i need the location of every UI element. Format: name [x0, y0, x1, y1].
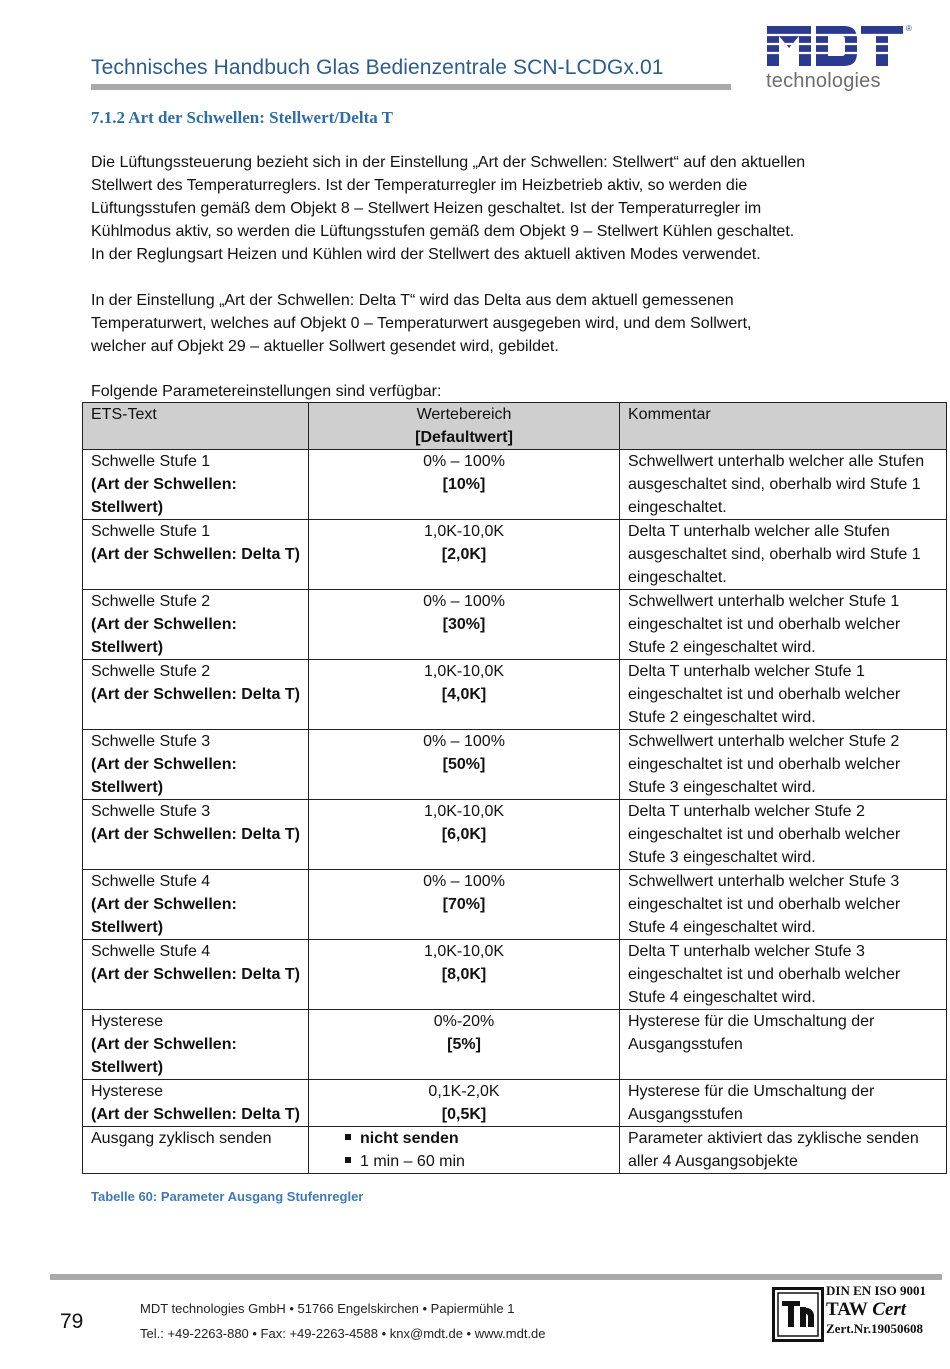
paragraph-line: In der Einstellung „Art der Schwellen: Delta T“ wird das Delta aus dem aktuell gemessenen: [91, 292, 734, 309]
cell-value-range: [309, 660, 620, 730]
table-caption: Tabelle 60: Parameter Ausgang Stufenregler: [91, 1189, 364, 1204]
cell-ets-text: Ausgang zyklisch senden: [83, 1127, 309, 1174]
header-range-label: Wertebereich: [416, 406, 512, 423]
default-value: [5%]: [447, 1036, 481, 1053]
paragraph-line: Die Lüftungssteuerung bezieht sich in der Einstellung „Art der Schwellen: Stellwert“ auf den aktuellen: [91, 154, 806, 171]
cell-value-range: [309, 450, 620, 520]
cell-comment: Parameter aktiviert das zyklische senden aller 4 Ausgangsobjekte: [620, 1127, 947, 1174]
parameter-name: Schwelle Stufe 3: [91, 733, 211, 750]
value-range: 1,0K-10,0K: [423, 663, 505, 680]
header-default-label: [Defaultwert]: [415, 429, 513, 446]
certification-block: [826, 1284, 946, 1335]
paragraph-line: Temperaturwert, welches auf Objekt 0 – Temperaturwert ausgegeben wird, und dem Sollwert,: [91, 315, 752, 332]
parameter-mode: (Art der Schwellen: Delta T): [91, 1106, 300, 1123]
cell-ets-text: [83, 1010, 309, 1080]
parameter-mode: (Art der Schwellen: Delta T): [91, 686, 300, 703]
cell-value-range: [309, 1127, 620, 1174]
cell-comment: Schwellwert unterhalb welcher Stufe 3 eingeschaltet ist und oberhalb welcher Stufe 4 eingeschaltet wird.: [620, 870, 947, 940]
table-row: [83, 940, 947, 1010]
page-number: 79: [60, 1310, 84, 1333]
cell-value-range: [309, 590, 620, 660]
footer-company-address: MDT technologies GmbH • 51766 Engelskirchen • Papiermühle 1: [140, 1301, 515, 1316]
table-row: [83, 800, 947, 870]
parameter-name: Hysterese: [91, 1083, 164, 1100]
paragraph-delta-t: [91, 289, 891, 358]
taw-cert-logo-icon: [772, 1287, 824, 1342]
cell-ets-text: [83, 940, 309, 1010]
cell-value-range: [309, 800, 620, 870]
default-value: [10%]: [442, 476, 486, 493]
cell-value-range: [309, 870, 620, 940]
parameter-name: Schwelle Stufe 1: [91, 453, 211, 470]
default-value: [50%]: [442, 756, 486, 773]
cell-comment: Delta T unterhalb welcher Stufe 2 eingeschaltet ist und oberhalb welcher Stufe 3 eingeschaltet wird.: [620, 800, 947, 870]
value-range: 1,0K-10,0K: [423, 523, 505, 540]
cell-ets-text: [83, 800, 309, 870]
table-header-row: [83, 403, 947, 450]
parameter-mode: (Art der Schwellen: Stellwert): [91, 896, 237, 936]
parameter-name: Schwelle Stufe 3: [91, 803, 211, 820]
cell-ets-text: [83, 1080, 309, 1127]
table-row: [83, 520, 947, 590]
value-range: 0%-20%: [433, 1013, 495, 1030]
cert-taw: [826, 1300, 946, 1319]
cell-value-range: [309, 940, 620, 1010]
option-list: [317, 1127, 611, 1173]
option-default: [345, 1127, 611, 1150]
cell-ets-text: [83, 870, 309, 940]
cell-value-range: [309, 520, 620, 590]
value-range: 1,0K-10,0K: [423, 803, 505, 820]
section-heading: 7.1.2 Art der Schwellen: Stellwert/Delta T: [91, 108, 394, 127]
parameter-name: Schwelle Stufe 4: [91, 873, 211, 890]
parameter-mode: (Art der Schwellen: Delta T): [91, 826, 300, 843]
parameter-mode: (Art der Schwellen: Stellwert): [91, 756, 237, 796]
table-row: [83, 660, 947, 730]
header-divider: [91, 84, 731, 90]
cert-cert-label: Cert: [872, 1299, 907, 1320]
cell-comment: Delta T unterhalb welcher alle Stufen ausgeschaltet sind, oberhalb wird Stufe 1 eingeschaltet.: [620, 520, 947, 590]
header-ets-text: ETS-Text: [83, 403, 309, 450]
cell-ets-text: [83, 730, 309, 800]
option-label: 1 min – 60 min: [360, 1153, 465, 1170]
value-range: 0% – 100%: [423, 593, 505, 610]
cell-comment: Delta T unterhalb welcher Stufe 3 eingeschaltet ist und oberhalb welcher Stufe 4 eingeschaltet wird.: [620, 940, 947, 1010]
cell-ets-text: [83, 660, 309, 730]
parameter-name: Schwelle Stufe 4: [91, 943, 211, 960]
cell-comment: Schwellwert unterhalb welcher alle Stufen ausgeschaltet sind, oberhalb wird Stufe 1 eingeschaltet.: [620, 450, 947, 520]
cell-ets-text: [83, 590, 309, 660]
default-value: [2,0K]: [441, 546, 487, 563]
footer-contact-info: Tel.: +49-2263-880 • Fax: +49-2263-4588 • knx@mdt.de • www.mdt.de: [140, 1326, 546, 1341]
default-value: [8,0K]: [441, 966, 487, 983]
value-range: 0,1K-2,0K: [428, 1083, 500, 1100]
parameter-name: Schwelle Stufe 2: [91, 663, 211, 680]
parameter-mode: (Art der Schwellen: Delta T): [91, 546, 300, 563]
parameter-name: Schwelle Stufe 2: [91, 593, 211, 610]
option-item: [345, 1150, 611, 1173]
header-wertebereich: [309, 403, 620, 450]
paragraph-line: welcher auf Objekt 29 – aktueller Sollwert gesendet wird, gebildet.: [91, 338, 559, 355]
cell-ets-text: [83, 520, 309, 590]
table-intro: Folgende Parametereinstellungen sind verfügbar:: [91, 383, 442, 400]
header-kommentar: Kommentar: [620, 403, 947, 450]
parameter-mode: (Art der Schwellen: Delta T): [91, 966, 300, 983]
value-range: 0% – 100%: [423, 873, 505, 890]
cell-ets-text: [83, 450, 309, 520]
table-row: [83, 450, 947, 520]
cell-comment: Hysterese für die Umschaltung der Ausgangsstufen: [620, 1010, 947, 1080]
cell-value-range: [309, 1080, 620, 1127]
cert-number: Zert.Nr.19050608: [826, 1321, 924, 1336]
paragraph-line: Kühlmodus aktiv, so werden die Lüftungsstufen gemäß dem Objekt 9 – Stellwert Kühlen geschaltet.: [91, 223, 795, 240]
table-row: [83, 590, 947, 660]
table-row: [83, 1080, 947, 1127]
cell-comment: Hysterese für die Umschaltung der Ausgangsstufen: [620, 1080, 947, 1127]
table-row: [83, 1127, 947, 1174]
paragraph-line: Stellwert des Temperaturreglers. Ist der Temperaturregler im Heizbetrieb aktiv, so werden die: [91, 177, 748, 194]
paragraph-line: Lüftungsstufen gemäß dem Objekt 8 – Stellwert Heizen geschaltet. Ist der Temperaturregler im: [91, 200, 762, 217]
registered-mark-icon: ®: [906, 24, 912, 33]
parameter-table: [82, 402, 947, 1174]
default-value: [70%]: [442, 896, 486, 913]
default-value: [4,0K]: [441, 686, 487, 703]
default-value: [30%]: [442, 616, 486, 633]
parameter-mode: (Art der Schwellen: Stellwert): [91, 616, 237, 656]
table-row: [83, 730, 947, 800]
document-title: Technisches Handbuch Glas Bedienzentrale SCN-LCDGx.01: [91, 56, 664, 79]
parameter-name: Hysterese: [91, 1013, 164, 1030]
cert-taw-label: TAW: [826, 1299, 868, 1320]
value-range: 0% – 100%: [423, 453, 505, 470]
cell-value-range: [309, 1010, 620, 1080]
cell-value-range: [309, 730, 620, 800]
default-value: [6,0K]: [441, 826, 487, 843]
value-range: 0% – 100%: [423, 733, 505, 750]
table-row: [83, 870, 947, 940]
table-row: [83, 1010, 947, 1080]
cell-comment: Schwellwert unterhalb welcher Stufe 2 eingeschaltet ist und oberhalb welcher Stufe 3 eingeschaltet wird.: [620, 730, 947, 800]
paragraph-line: In der Reglungsart Heizen und Kühlen wird der Stellwert des aktuell aktiven Modes verwendet.: [91, 246, 761, 263]
default-value: [0,5K]: [441, 1106, 487, 1123]
paragraph-stellwert: [91, 151, 891, 266]
parameter-mode: (Art der Schwellen: Stellwert): [91, 1036, 237, 1076]
parameter-name: Schwelle Stufe 1: [91, 523, 211, 540]
value-range: 1,0K-10,0K: [423, 943, 505, 960]
parameter-mode: (Art der Schwellen: Stellwert): [91, 476, 237, 516]
cell-comment: Schwellwert unterhalb welcher Stufe 1 eingeschaltet ist und oberhalb welcher Stufe 2 eingeschaltet wird.: [620, 590, 947, 660]
logo-subtitle: technologies: [766, 70, 881, 92]
option-label: nicht senden: [360, 1130, 459, 1147]
footer-divider: [50, 1274, 942, 1280]
parameter-table-container: [82, 402, 946, 1174]
cell-comment: Delta T unterhalb welcher Stufe 1 eingeschaltet ist und oberhalb welcher Stufe 2 eingeschaltet wird.: [620, 660, 947, 730]
cert-iso: DIN EN ISO 9001: [826, 1283, 927, 1298]
